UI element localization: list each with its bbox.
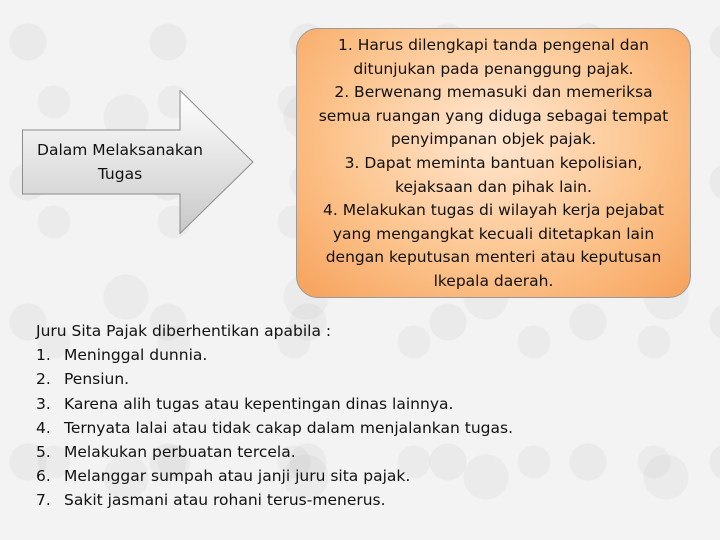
list-item	[36, 416, 696, 440]
list-number: 6.	[36, 467, 51, 486]
list-text: Sakit jasmani atau rohani terus-menerus.	[64, 491, 386, 510]
list-text: Meninggal dunnia.	[64, 346, 208, 365]
list-text: Melakukan perbuatan tercela.	[64, 443, 296, 462]
list-text: Karena alih tugas atau kepentingan dinas lainnya.	[64, 394, 454, 413]
callout-item: 1. Harus dilengkapi tanda pengenal dan ditunjukan pada penanggung pajak.	[338, 36, 649, 78]
list-number: 2.	[36, 370, 51, 389]
arrow-label: Dalam Melaksanakan Tugas	[37, 141, 203, 183]
list-number: 1.	[36, 346, 51, 365]
list-item	[36, 392, 696, 416]
callout-item: 3. Dapat meminta bantuan kepolisian, kejaksaan dan pihak lain.	[344, 153, 643, 196]
list-item	[36, 488, 696, 512]
list-number: 5.	[36, 443, 51, 462]
list-item	[36, 440, 696, 464]
list-text: Pensiun.	[64, 370, 130, 389]
callout-item: 2. Berwenang memasuki dan memeriksa semua ruangan yang diduga sebagai tempat penyimpanan objek pajak.	[318, 83, 669, 149]
list-item	[36, 343, 696, 367]
dismissal-section	[36, 319, 696, 513]
list-text: Ternyata lalai atau tidak cakap dalam menjalankan tugas.	[64, 418, 514, 437]
list-number: 7.	[36, 491, 51, 510]
list-text: Melanggar sumpah atau janji juru sita pajak.	[64, 467, 411, 486]
list-number: 4.	[36, 418, 51, 437]
callout-item: 4. Melakukan tugas di wilayah kerja pejabat yang mengangkat kecuali ditetapkan lain dengan keputusan menteri atau keputusan lkepala daerah.	[323, 201, 664, 290]
callout-list	[296, 34, 691, 294]
dismissal-list	[36, 343, 696, 512]
list-number: 3.	[36, 394, 51, 413]
dismissal-heading: Juru Sita Pajak diberhentikan apabila :	[36, 322, 332, 340]
list-item	[36, 367, 696, 391]
list-item	[36, 464, 696, 488]
